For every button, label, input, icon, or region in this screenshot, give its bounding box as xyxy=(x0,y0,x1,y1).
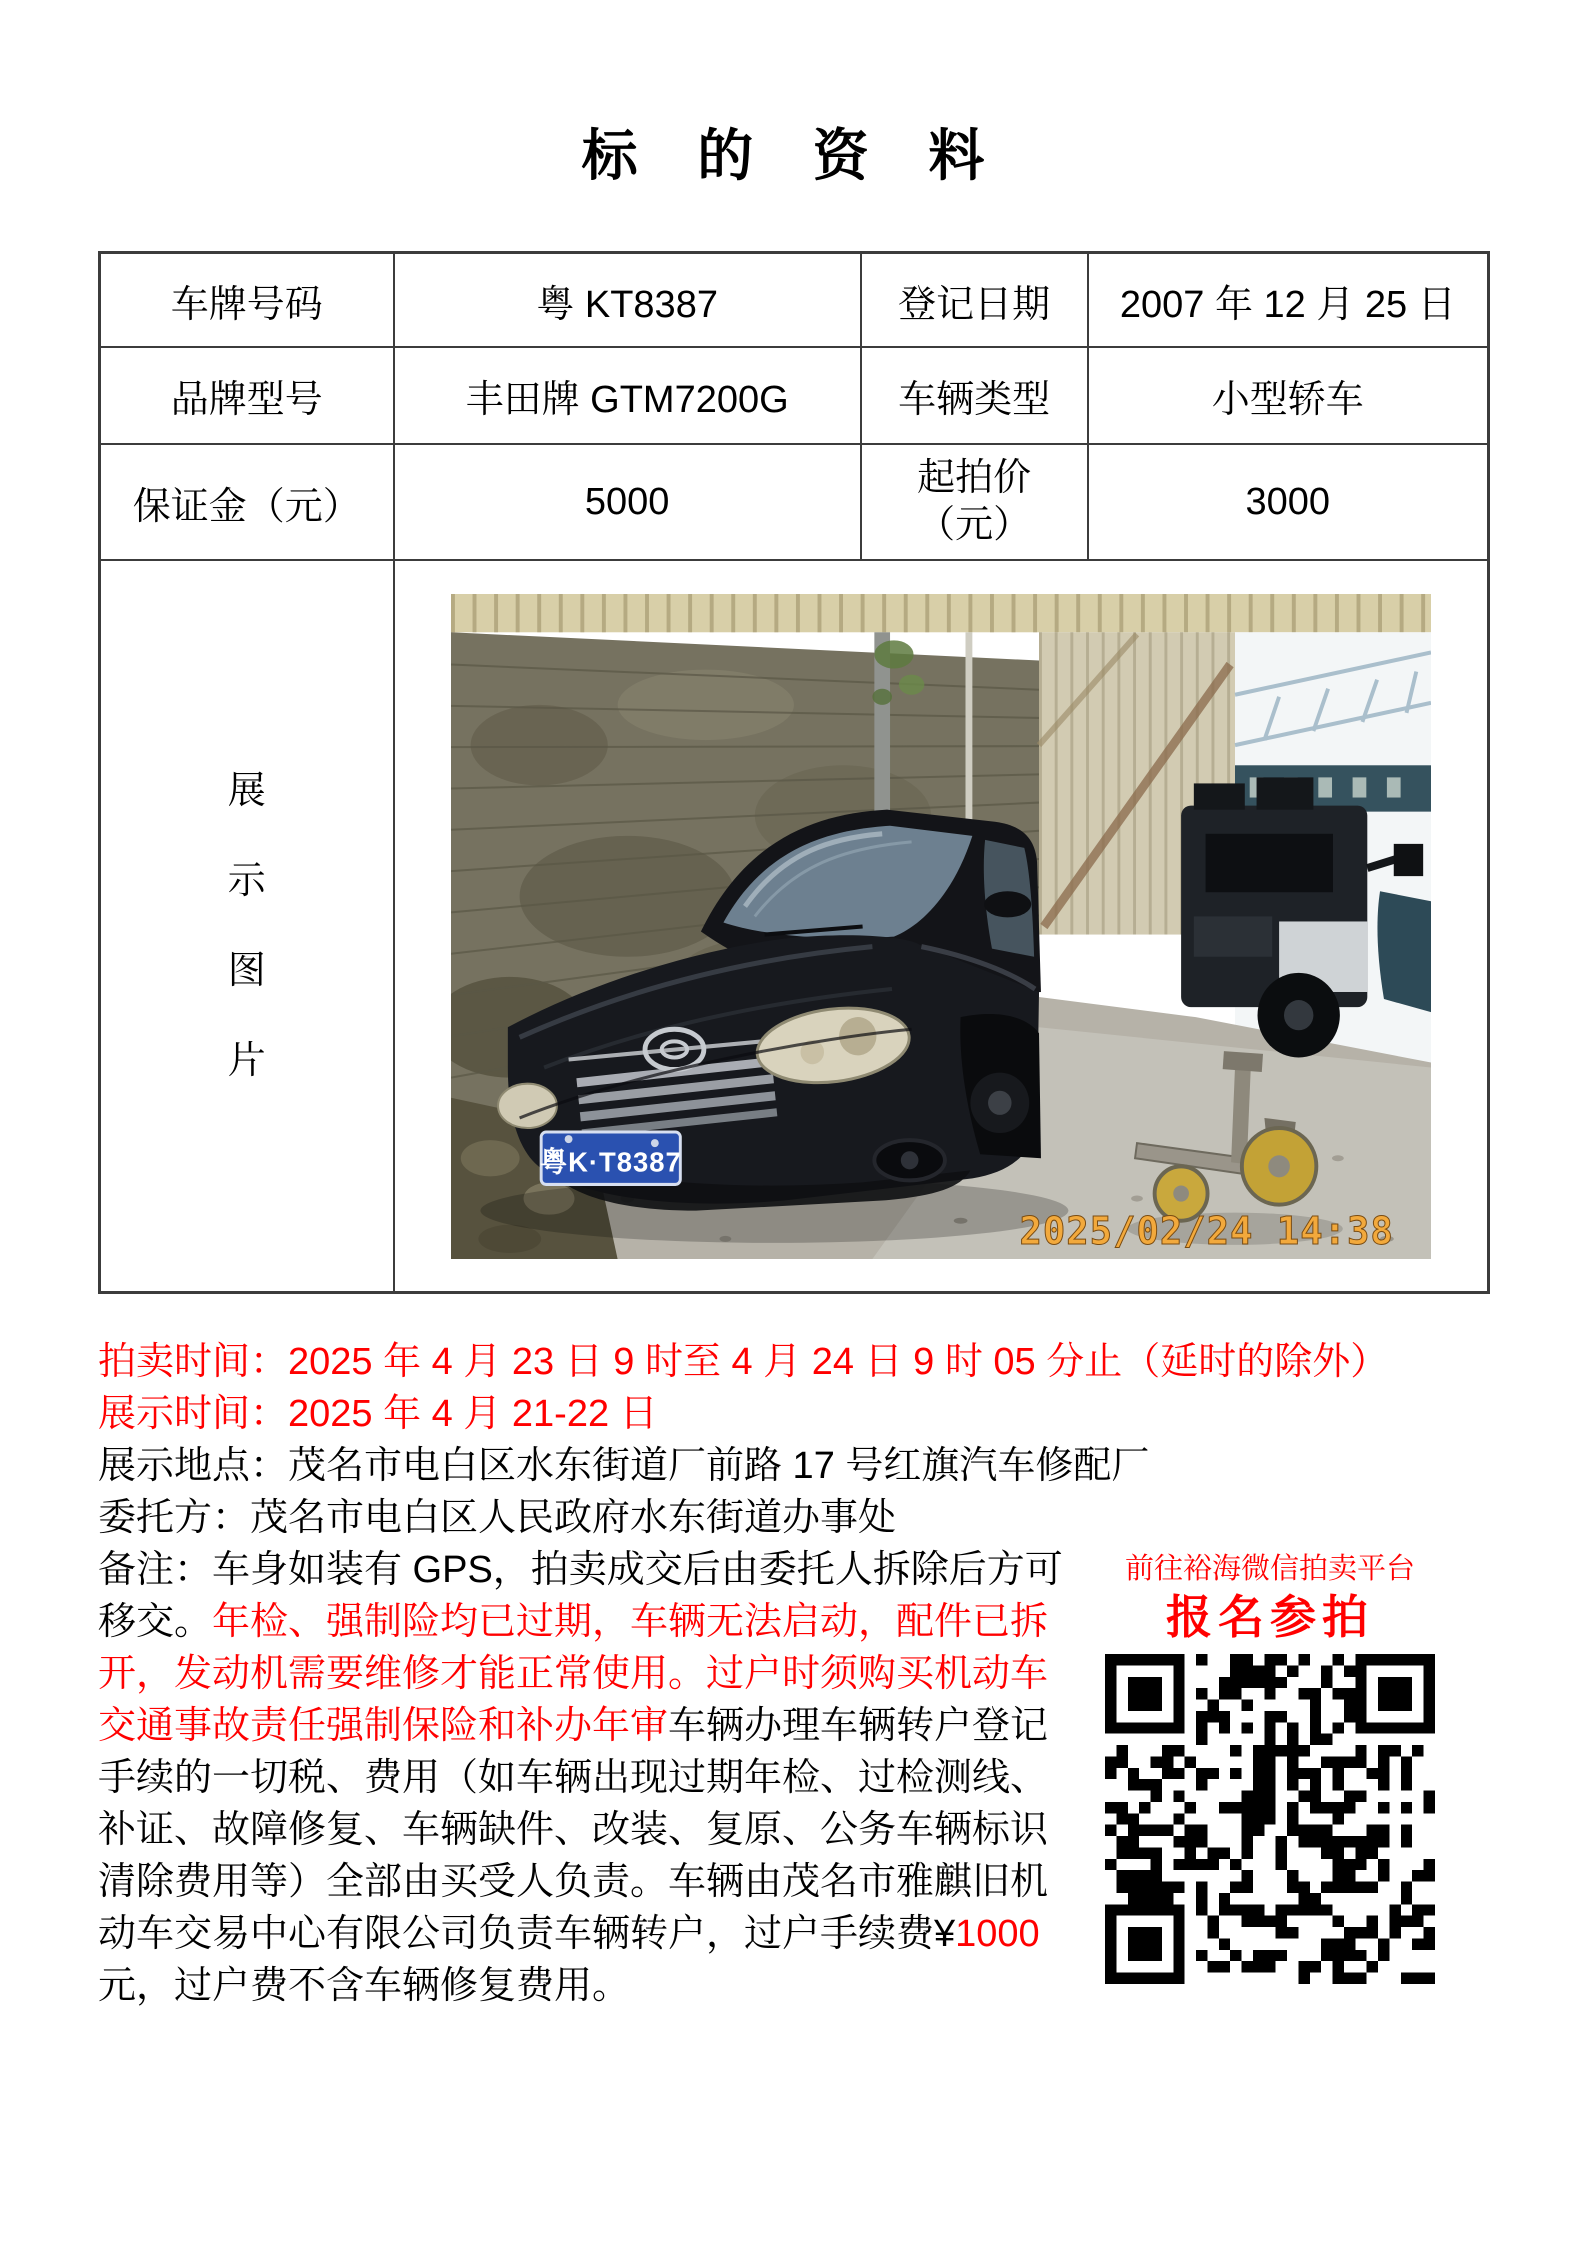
vehicle-photo-cell xyxy=(394,560,1489,1292)
open-car-door xyxy=(1377,891,1431,1012)
plate-text: 粤K·T8387 xyxy=(539,1145,682,1177)
roof-strip xyxy=(451,594,1431,632)
notes-section xyxy=(98,1336,1490,2012)
brand-model-label: 品牌型号 xyxy=(100,347,394,444)
start-price-label: 起拍价 （元） xyxy=(861,444,1088,560)
register-date-label: 登记日期 xyxy=(861,252,1088,347)
vehicle-photo xyxy=(451,594,1431,1259)
plate-number-value: 粤 KT8387 xyxy=(394,252,861,347)
photo-row-label: 展 示 图 片 xyxy=(100,560,394,1292)
display-time-line: 展示时间：2025 年 4 月 21-22 日 xyxy=(98,1392,658,1435)
deposit-value: 5000 xyxy=(394,444,861,560)
vehicle-photo-graphic xyxy=(451,594,1431,1259)
auction-time-line: 拍卖时间：2025 年 4 月 23 日 9 时至 4 月 24 日 9 时 05 分止（延时的除外） xyxy=(98,1340,1389,1383)
qr-caption-signup: 报名参拍 xyxy=(1166,1590,1374,1643)
display-place-line: 展示地点：茂名市电白区水东街道厂前路 17 号红旗汽车修配厂 xyxy=(98,1444,1150,1487)
license-plate xyxy=(540,1132,682,1184)
consignor-line: 委托方：茂名市电白区人民政府水东街道办事处 xyxy=(98,1496,897,1539)
qr-block xyxy=(1094,1550,1446,1984)
page-title: 标 的 资 料 xyxy=(581,124,1007,187)
table-row xyxy=(100,444,1489,560)
deposit-label: 保证金（元） xyxy=(100,444,394,560)
photo-timestamp: 2025/02/24 14:38 xyxy=(1019,1207,1394,1253)
vehicle-type-label: 车辆类型 xyxy=(861,347,1088,444)
start-price-value: 3000 xyxy=(1088,444,1489,560)
vehicle-info-table xyxy=(98,251,1490,1294)
qr-code xyxy=(1105,1654,1435,1984)
table-row xyxy=(100,252,1489,347)
table-row xyxy=(100,347,1489,444)
qr-caption-platform: 前往裕海微信拍卖平台 xyxy=(1124,1552,1415,1585)
register-date-value: 2007 年 12 月 25 日 xyxy=(1088,252,1489,347)
side-mirror xyxy=(984,891,1031,917)
plate-number-label: 车牌号码 xyxy=(100,252,394,347)
remark-paragraph: 备注：车身如装有 GPS，拍卖成交后由委托人拆除后方可移交。年检、强制险均已过期，车辆无法启动，配件已拆开，发动机需要维修才能正常使用。过户时须购买机动车交通事故责任强制保险和补办年审车辆办理车辆转户登记手续的一切税、费用（如车辆出现过期年检、过检测线、补证、故障修复、车辆缺件、改装、复原、公务车辆标识清除费用等）全部由买受人负责。车辆由茂名市雅麒旧机动车交易中心有限公司负责车辆转户，过户手续费¥1000 元，过户费不含车辆修复费用。 xyxy=(98,1548,1063,2007)
photo-row xyxy=(100,560,1489,1292)
vehicle-type-value: 小型轿车 xyxy=(1088,347,1489,444)
brand-model-value: 丰田牌 GTM7200G xyxy=(394,347,861,444)
